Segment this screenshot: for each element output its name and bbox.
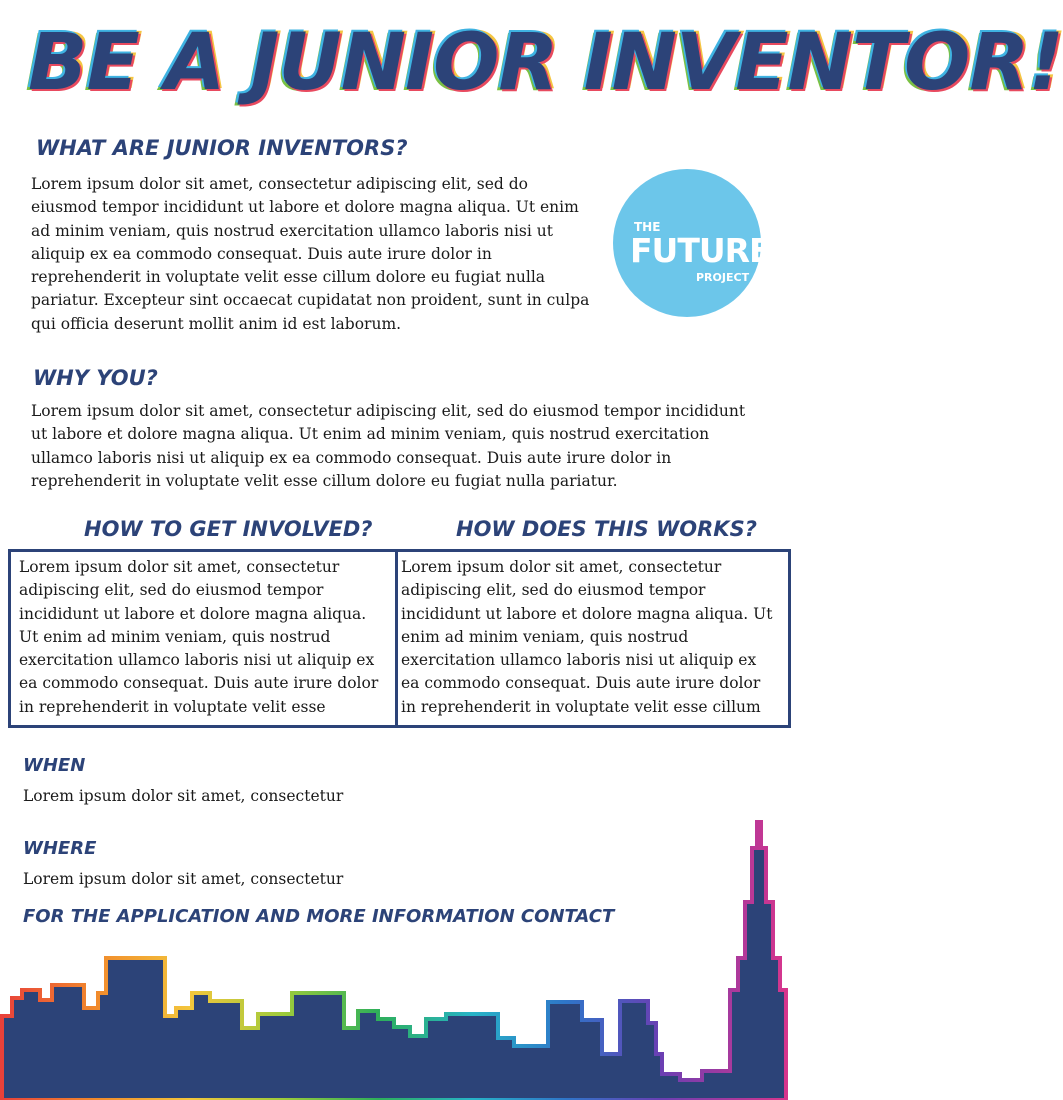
why-heading: WHY YOU? — [33, 366, 158, 390]
when-body: Lorem ipsum dolor sit amet, consectetur — [23, 787, 344, 805]
skyline-silhouette — [2, 822, 786, 1100]
works-body: Lorem ipsum dolor sit amet, consectetur adipiscing elit, sed do eiusmod tempor incididunt ut labore et dolore magna aliqua. Ut enim ad minim veniam, quis nostrud exercitation ullamco laboris nisi ut aliquip ex ea commodo consequat. Duis aute irure dolor in reprehenderit in voluptate velit esse cillum — [401, 558, 773, 716]
works-heading: HOW DOES THIS WORKS? — [456, 517, 757, 541]
contact-heading: FOR THE APPLICATION AND MORE INFORMATION CONTACT — [23, 906, 615, 927]
info-box — [8, 549, 791, 728]
when-heading: WHEN — [23, 755, 86, 776]
involved-body: Lorem ipsum dolor sit amet, consectetur adipiscing elit, sed do eiusmod tempor incididunt ut labore et dolore magna aliqua. Ut enim ad minim veniam, quis nostrud exercitation ullamco laboris nisi ut aliquip ex ea commodo consequat. Duis aute irure dolor in reprehenderit in voluptate velit esse — [19, 558, 379, 716]
page-title: BE A JUNIOR INVENTOR! — [28, 18, 1063, 108]
what-heading: WHAT ARE JUNIOR INVENTORS? — [36, 136, 408, 160]
why-body: Lorem ipsum dolor sit amet, consectetur adipiscing elit, sed do eiusmod tempor incididunt ut labore et dolore magna aliqua. Ut enim ad minim veniam, quis nostrud exercitation ullamco laboris nisi ut aliquip ex ea commodo consequat. Duis aute irure dolor in reprehenderit in voluptate velit esse cillum dolore eu fugiat nulla pariatur. — [31, 402, 746, 490]
where-heading: WHERE — [23, 838, 97, 859]
box-divider — [395, 552, 398, 725]
logo-text-top: THE — [634, 220, 661, 234]
what-body: Lorem ipsum dolor sit amet, consectetur adipiscing elit, sed do eiusmod tempor incididunt ut labore et dolore magna aliqua. Ut enim ad minim veniam, quis nostrud exercitation ullamco laboris nisi ut aliquip ex ea commodo consequat. Duis aute irure dolor in reprehenderit in voluptate velit esse cillum dolore eu fugiat nulla pariatur. Excepteur sint occaecat cupidatat non proident, sunt in culpa qui officia deserunt mollit anim id est laborum. — [31, 175, 590, 333]
where-body: Lorem ipsum dolor sit amet, consectetur — [23, 870, 344, 888]
city-skyline-illustration — [0, 818, 800, 1100]
future-project-logo — [612, 168, 771, 318]
logo-text-main: FUTURE — [630, 231, 771, 270]
logo-text-bottom: PROJECT — [696, 271, 750, 284]
involved-heading: HOW TO GET INVOLVED? — [84, 517, 373, 541]
